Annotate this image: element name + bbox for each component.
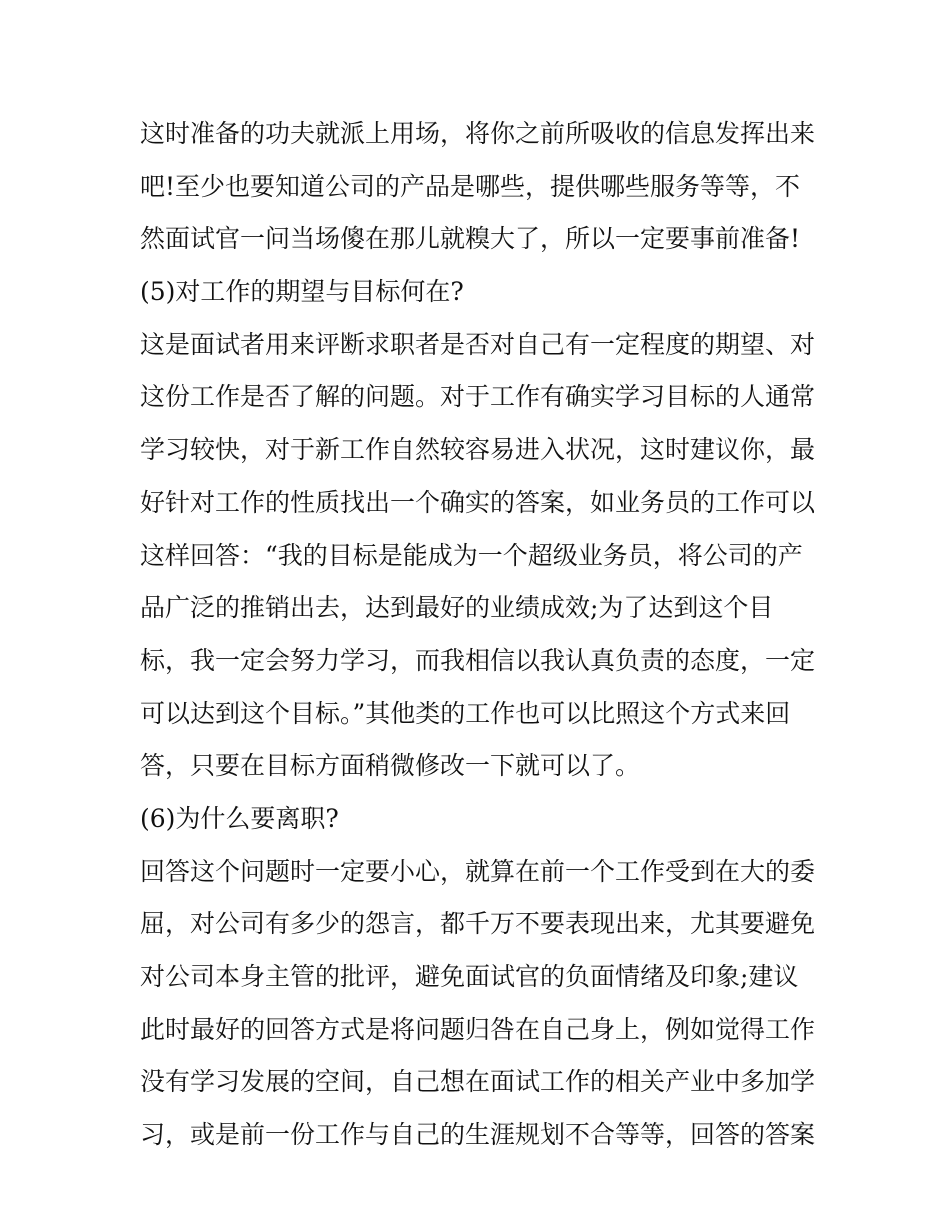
text-line: 这份工作是否了解的问题。对于工作有确实学习目标的人通常 [140, 382, 816, 412]
document-body [140, 108, 820, 1162]
section-heading-6: (6)为什么要离职? [140, 803, 339, 833]
text-line: 答，只要在目标方面稍微修改一下就可以了。 [140, 751, 641, 781]
text-line: 品广泛的推销出去，达到最好的业绩成效;为了达到这个目 [140, 593, 774, 623]
text-line: 回答这个问题时一定要小心，就算在前一个工作受到在大的委 [140, 856, 816, 886]
text-line: 标，我一定会努力学习，而我相信以我认真负责的态度，一定 [140, 645, 816, 675]
text-line: 这是面试者用来评断求职者是否对自己有一定程度的期望、对 [140, 329, 816, 359]
text-line: 这时准备的功夫就派上用场，将你之前所吸收的信息发挥出来 [140, 119, 816, 148]
text-line: 对公司本身主管的批评，避免面试官的负面情绪及印象;建议 [140, 962, 799, 991]
text-line: 可以达到这个目标。”其他类的工作也可以比照这个方式来回 [140, 698, 791, 728]
text-line: 没有学习发展的空间，自己想在面试工作的相关产业中多加学 [140, 1067, 816, 1097]
text-line: 习，或是前一份工作与自己的生涯规划不合等等，回答的答案 [140, 1120, 816, 1150]
section-heading-5: (5)对工作的期望与目标何在? [140, 277, 464, 307]
text-line: 吧!至少也要知道公司的产品是哪些，提供哪些服务等等，不 [140, 171, 801, 201]
text-line: 此时最好的回答方式是将问题归咎在自己身上，例如觉得工作 [140, 1014, 816, 1044]
text-line: 学习较快，对于新工作自然较容易进入状况，这时建议你，最 [140, 435, 816, 465]
text-line: 屈，对公司有多少的怨言，都千万不要表现出来，尤其要避免 [140, 909, 816, 939]
text-line: 这样回答：“我的目标是能成为一个超级业务员，将公司的产 [140, 540, 803, 570]
text-line: 好针对工作的性质找出一个确实的答案，如业务员的工作可以 [140, 487, 816, 517]
text-line: 然面试官一问当场傻在那儿就糗大了，所以一定要事前准备! [140, 224, 801, 254]
